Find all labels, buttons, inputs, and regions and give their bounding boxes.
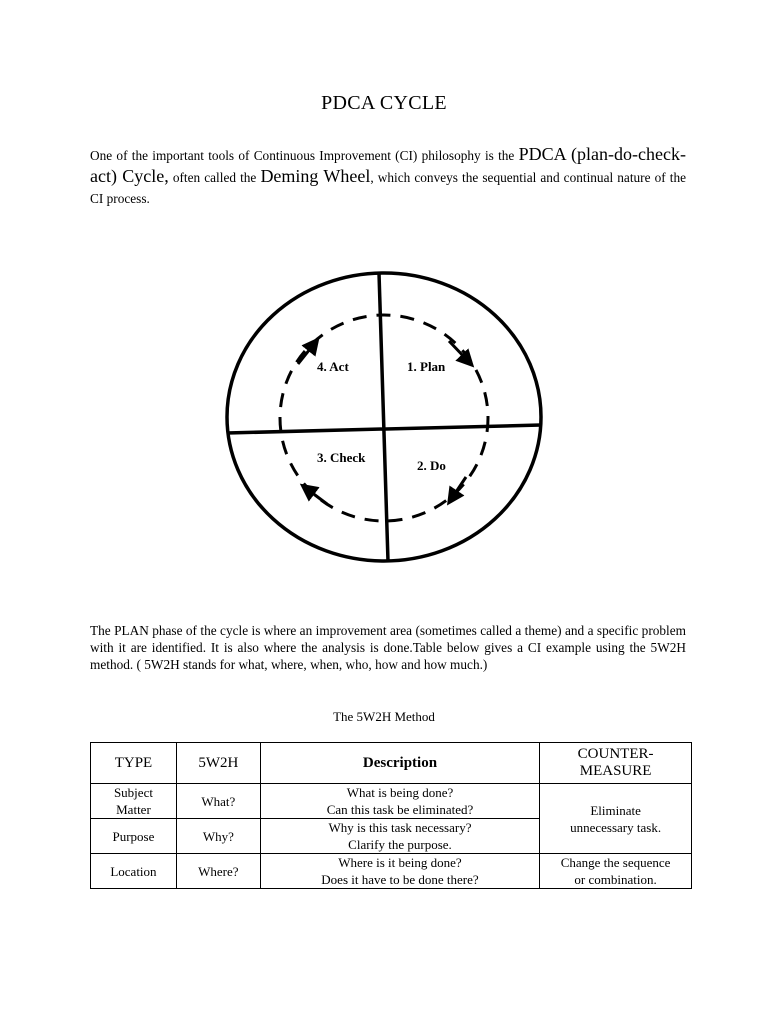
table-caption: The 5W2H Method [333, 709, 435, 724]
cell-5w2h: Where? [176, 854, 260, 889]
intro-text-2: often called the [168, 170, 261, 185]
cell-type-line2: Matter [116, 802, 151, 817]
cell-description-line2: Can this task be eliminated? [326, 802, 474, 817]
cell-description-line2: Clarify the purpose. [348, 837, 452, 852]
header-countermeasure-line1: COUNTER- [577, 746, 654, 762]
cell-description-line1: Where is it being done? [338, 855, 462, 870]
intro-text-3: , which conveys the sequential and continual nature of the CI process. [90, 170, 687, 206]
table-header-row [91, 743, 692, 784]
table-row [91, 784, 692, 819]
quadrant-label-do: 2. Do [417, 458, 446, 473]
pdca-wheel-diagram [218, 264, 550, 574]
intro-text-1: One of the important tools of Continuous Improvement (CI) philosophy is the [90, 148, 519, 163]
plan-phase-paragraph: The PLAN phase of the cycle is where an improvement area (sometimes called a theme) and a specific problem with it are identified. It is also where the analysis is done.Table below gives a CI example using the 5W2H method. ( 5W2H stands for what, where, when, who, how and how much.) [90, 623, 686, 672]
arrow-do-icon [452, 477, 466, 498]
cell-description [260, 854, 539, 889]
header-5w2h: 5W2H [176, 743, 260, 784]
pdca-term: PDCA (plan-do-check-act) Cycle, [90, 144, 686, 186]
cell-countermeasure [540, 854, 692, 889]
cell-5w2h: Why? [176, 819, 260, 854]
cell-description-line2: Does it have to be done there? [321, 872, 479, 887]
header-countermeasure [540, 743, 692, 784]
countermeasure-line2: unnecessary task. [570, 819, 662, 835]
header-countermeasure-line2: MEASURE [579, 763, 652, 779]
deming-wheel-term: Deming Wheel [260, 166, 371, 186]
cell-description-line1: Why is this task necessary? [328, 820, 472, 835]
cell-type [91, 784, 177, 819]
cell-countermeasure-merged [540, 784, 692, 854]
cell-type-line1: Subject [113, 785, 153, 800]
quadrant-label-plan: 1. Plan [407, 359, 446, 374]
quadrant-label-act: 4. Act [317, 359, 349, 374]
cell-description [260, 784, 539, 819]
quadrant-label-check: 3. Check [317, 450, 366, 465]
cell-description-line1: What is being done? [346, 785, 454, 800]
table-row [91, 854, 692, 889]
intro-paragraph [90, 144, 686, 209]
arrow-plan-icon [449, 341, 468, 361]
arrow-act-icon [298, 344, 314, 364]
header-description: Description [260, 743, 539, 784]
countermeasure-line2: or combination. [574, 872, 657, 887]
countermeasure-line1: Change the sequence [560, 855, 671, 870]
page-title: PDCA CYCLE [321, 92, 447, 114]
5w2h-table [90, 742, 692, 889]
header-type: TYPE [91, 743, 177, 784]
cell-description [260, 819, 539, 854]
cell-type: Location [91, 854, 177, 889]
cell-5w2h: What? [176, 784, 260, 819]
arrow-check-icon [307, 489, 327, 504]
countermeasure-line1: Eliminate [590, 802, 641, 818]
cell-type: Purpose [91, 819, 177, 854]
